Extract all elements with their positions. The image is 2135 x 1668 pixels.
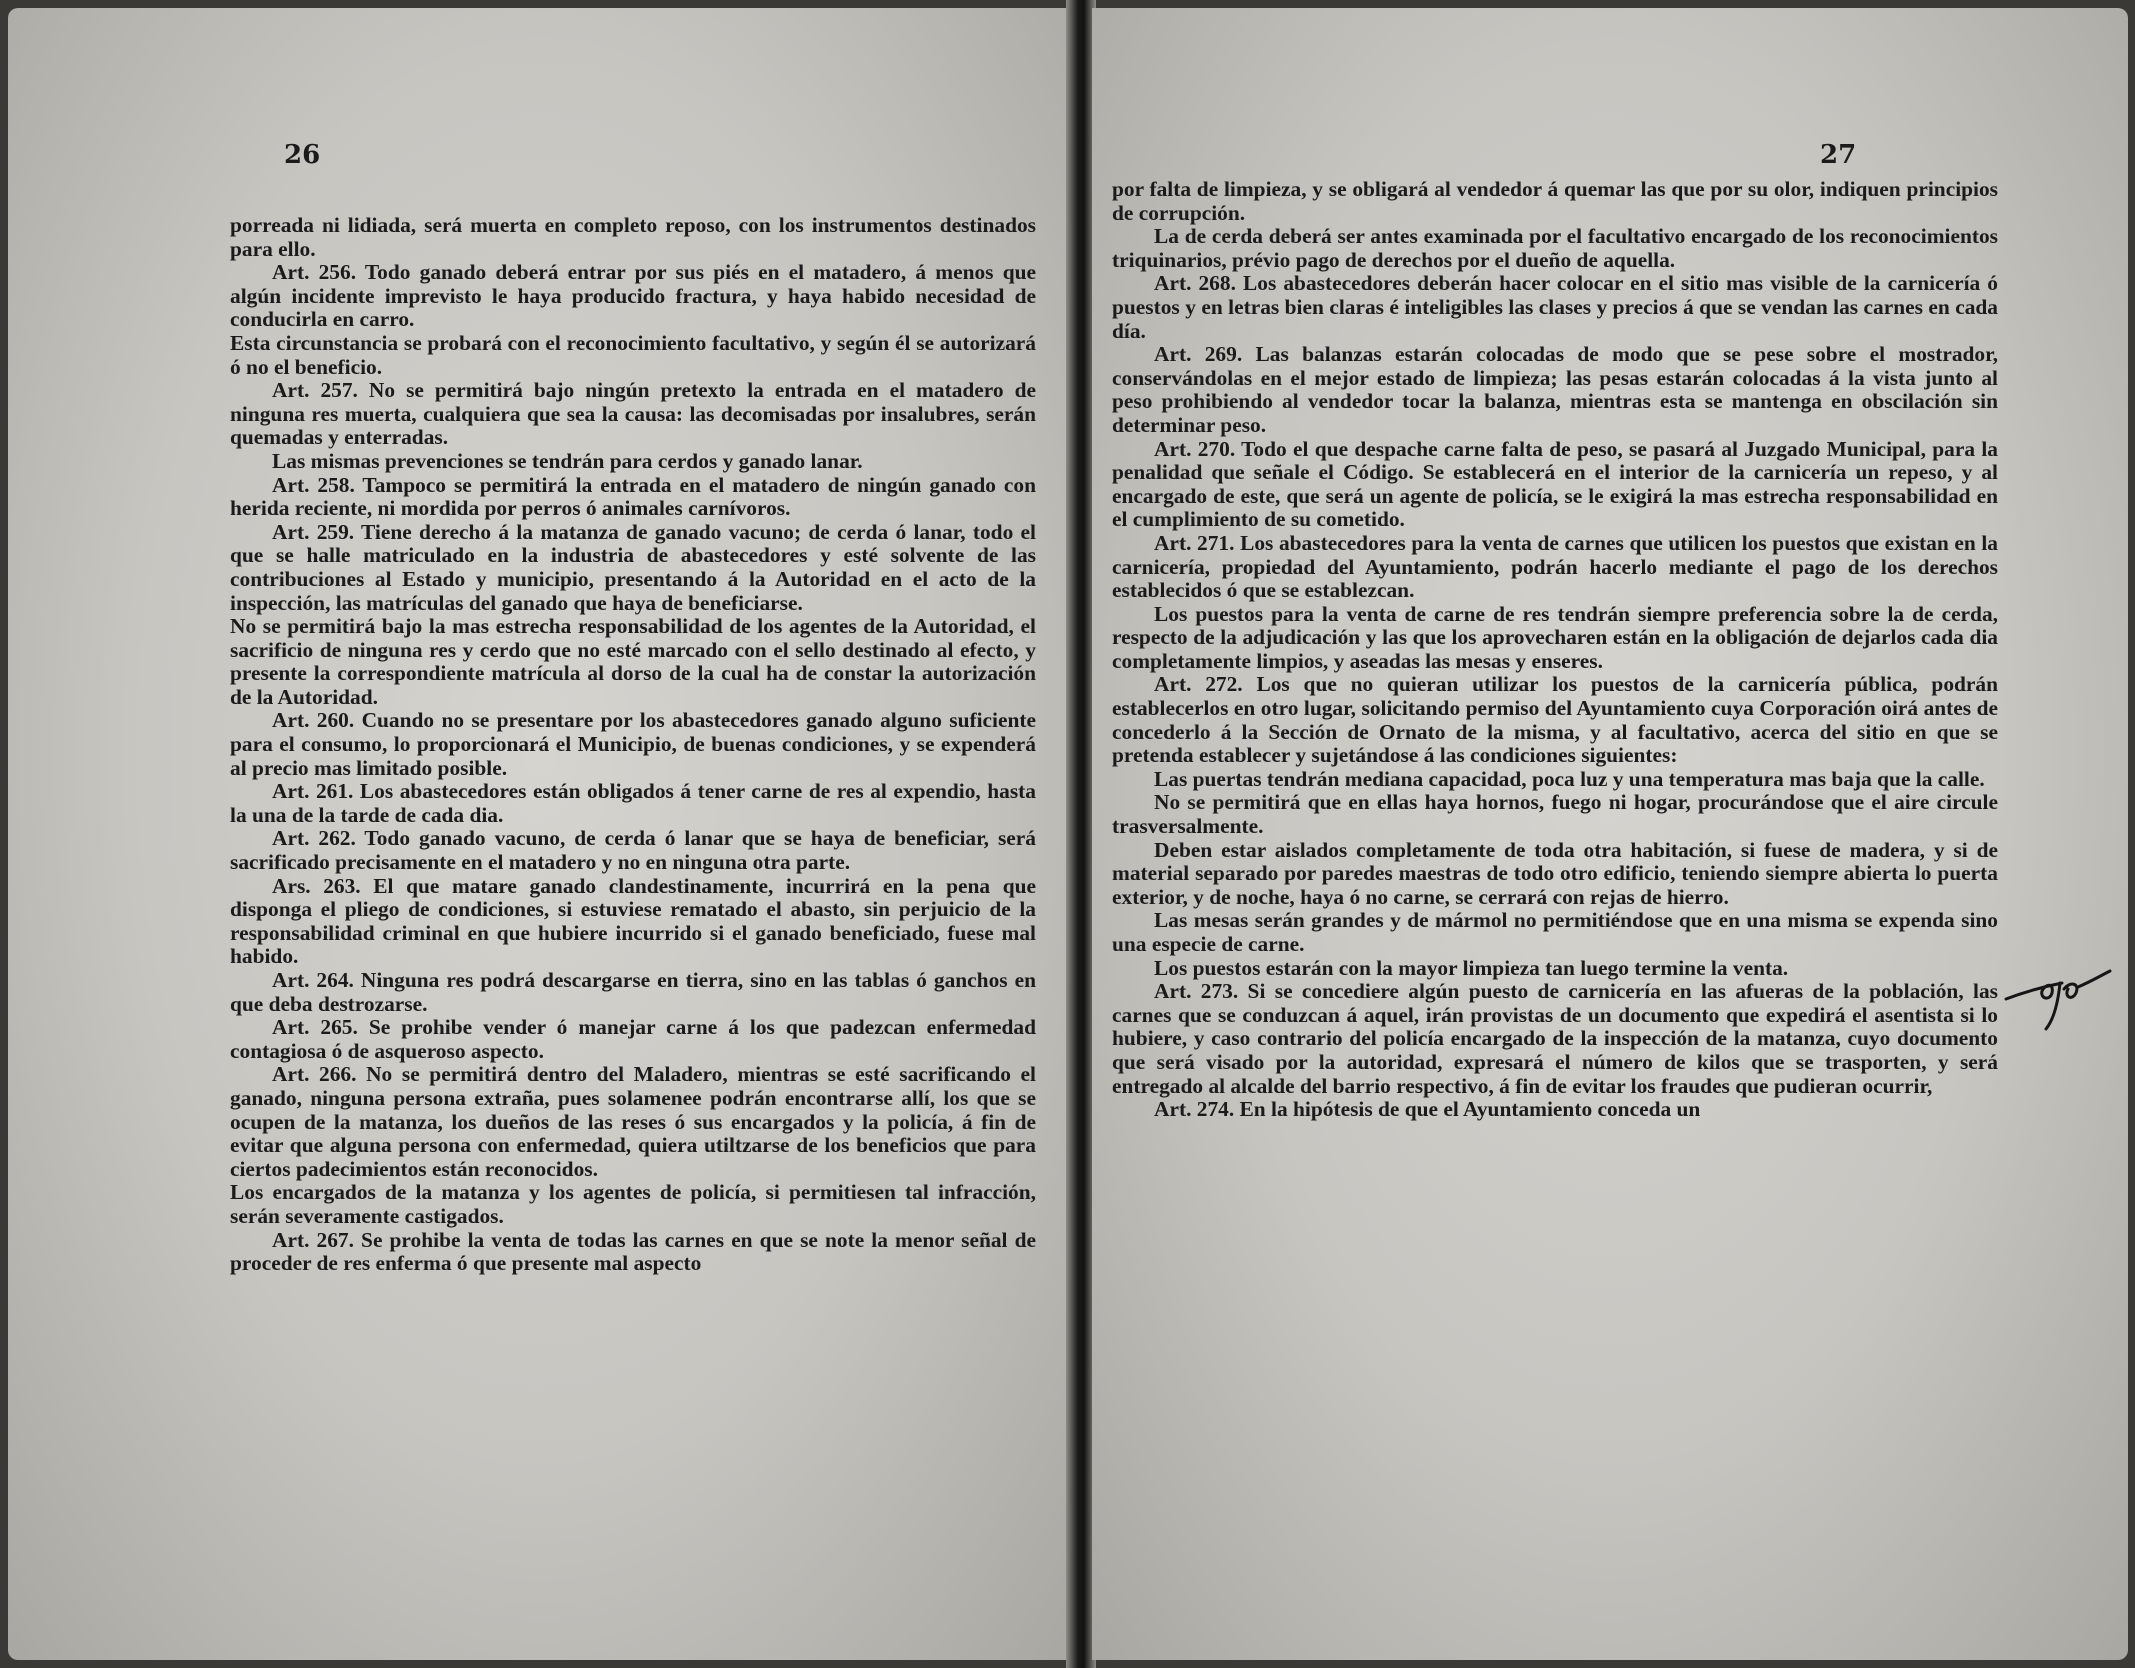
paragraph: No se permitirá que en ellas haya hornos, fuego ni hogar, procurándose que el aire circule trasversalmente. (1112, 790, 1998, 839)
paragraph: Art. 269. Las balanzas estarán colocadas de modo que se pese sobre el mostrador, conservándolas en el mejor estado de limpieza; las pesas estarán colocadas á la vista junto al peso prohibiendo al vendedor tocar la balanza, mientras esta se mantenga en obscilación sin determinar peso. (1112, 342, 1998, 437)
paragraph: Art. 271. Los abastecedores para la venta de carnes que utilicen los puestos que existan en la carnicería, propiedad del Ayuntamiento, podrán hacerlo mediante el pago de los derechos establecidos ó que se establezcan. (1112, 530, 1998, 603)
paragraph: Los encargados de la matanza y los agentes de policía, si permitiesen tal infracción, serán severamente castigados. (230, 1180, 1036, 1228)
page-number-right: 27 (1820, 140, 1857, 170)
paragraph: Los puestos estarán con la mayor limpieza tan luego termine la venta. (1154, 955, 1789, 980)
paragraph: Art. 266. No se permitirá dentro del Maladero, mientras se esté sacrificando el ganado, ninguna persona extraña, pues solamenee podrán encontrarse allí, los que se ocupen de la matanza, los dueños de las reses ó sus encargados y la policía, á fin de evitar que alguna persona con enfermedad, quiera utiltzarse de los beneficios que para ciertos padecimientos están reconocidos. (230, 1062, 1036, 1181)
paragraph: No se permitirá bajo la mas estrecha responsabilidad de los agentes de la Autoridad, el sacrificio de ninguna res y cerdo que no esté marcado con el sello destinado al efecto, y presente la correspondiente matrícula al dorso de la cual ha de constar la autorización de la Autoridad. (230, 614, 1036, 709)
paragraph: Art. 268. Los abastecedores deberán hacer colocar en el sitio mas visible de la carnicería ó puestos y en letras bien claras é inteligibles las clases y precios á que se vendan las carnes en cada día. (1112, 271, 1998, 343)
page-number-left: 26 (284, 140, 321, 170)
handwritten-signature-mark-icon (2002, 953, 2112, 1033)
paragraph: Las mismas prevenciones se tendrán para cerdos y ganado lanar. (272, 448, 863, 473)
paragraph: Art. 270. Todo el que despache carne falta de peso, se pasará al Juzgado Municipal, para la penalidad que señale el Código. Se establecerá en el interior de la carnicería un repeso, y al encargado de este, que será un agente de policía, se le exigirá la mas estrecha responsabilidad en el cumplimiento de su cometido. (1112, 436, 1998, 532)
right-page (1092, 8, 2128, 1660)
paragraph: Las puertas tendrán mediana capacidad, poca luz y una temperatura mas baja que la calle. (1154, 766, 1985, 791)
paragraph: Art. 261. Los abastecedores están obligados á tener carne de res al expendio, hasta la una de la tarde de cada dia. (230, 779, 1036, 827)
left-text-block (230, 214, 1036, 1276)
paragraph: Art. 273. Si se concediere algún puesto de carnicería en las afueras de la población, las carnes que se conduzcan á aquel, irán provistas de un documento que expedirá el asentista si lo hubiere, y caso contrario del policía encargado de la inspección de la matanza, cuyo documento que será visado por la autoridad, expresará el número de kilos que se trasporten, y será entregado al alcalde del barrio respectivo, á fin de evitar los fraudes que pudieran ocurrir, (1112, 979, 1998, 1098)
right-text-block (1112, 178, 1998, 1122)
paragraph: Art. 258. Tampoco se permitirá la entrada en el matadero de ningún ganado con herida reciente, ni mordida por perros ó animales carnívoros. (230, 472, 1036, 521)
paragraph: Art. 265. Se prohibe vender ó manejar carne á los que padezcan enfermedad contagiosa ó de asqueroso aspecto. (230, 1015, 1036, 1063)
paragraph: por falta de limpieza, y se obligará al vendedor á quemar las que por su olor, indiquen principios de corrupción. (1112, 177, 1998, 225)
paragraph: La de cerda deberá ser antes examinada por el facultativo encargado de los reconocimientos triquinarios, prévio pago de derechos por el dueño de aquella. (1112, 224, 1998, 272)
paragraph: Deben estar aislados completamente de toda otra habitación, si fuese de madera, y si de material separado por paredes maestras de todo otro edificio, teniendo siempre abierta lo puerta exterior, y de noche, haya ó no carne, se cerrará con rejas de hierro. (1112, 837, 1998, 909)
paragraph: Art. 272. Los que no quieran utilizar los puestos de la carnicería pública, podrán establecerlos en otro lugar, solicitando permiso del Ayuntamiento cuya Corporación oirá antes de concederlo á la Sección de Ornato de la misma, y al facultativo, acerca del sitio en que se pretenda establecer y sujetándose á las condiciones siguientes: (1112, 672, 1998, 768)
paragraph: Los puestos para la venta de carne de res tendrán siempre preferencia sobre la de cerda, respecto de la adjudicación y las que los aprovecharen están en la obligación de dejarlos cada dia completamente limpios, y aseadas las mesas y enseres. (1112, 601, 1998, 673)
paragraph: Art. 256. Todo ganado deberá entrar por sus piés en el matadero, á menos que algún incidente imprevisto le haya producido fractura, y haya habido necesidad de conducirla en carro. (230, 260, 1036, 332)
left-page (8, 8, 1070, 1660)
paragraph: Art. 262. Todo ganado vacuno, de cerda ó lanar que se haya de beneficiar, será sacrificado precisamente en el matadero y no en ninguna otra parte. (230, 826, 1036, 875)
paragraph: Art. 274. En la hipótesis de que el Ayuntamiento conceda un (1154, 1097, 1701, 1122)
paragraph: Art. 259. Tiene derecho á la matanza de ganado vacuno; de cerda ó lanar, todo el que se halle matriculado en la industria de abastecedores y esté solvente de las contribuciones al Estado y municipio, presentando á la Autoridad en el acto de la inspección, las matrículas del ganado que haya de beneficiarse. (230, 519, 1036, 615)
paragraph: Esta circunstancia se probará con el reconocimiento facultativo, y según él se autorizará ó no el beneficio. (230, 330, 1036, 379)
paragraph: Ars. 263. El que matare ganado clandestinamente, incurrirá en la pena que disponga el pliego de condiciones, si estuviese rematado el abasto, sin perjuicio de la responsabilidad criminal en que hubiere incurrido si el ganado beneficiado, fuese mal habido. (230, 873, 1036, 969)
paragraph: Art. 257. No se permitirá bajo ningún pretexto la entrada en el matadero de ninguna res muerta, cualquiera que sea la causa: las decomisadas por insalubres, serán quemadas y enterradas. (230, 378, 1036, 450)
paragraph: Las mesas serán grandes y de mármol no permitiéndose que en una misma se expenda sino una especie de carne. (1112, 908, 1998, 956)
paragraph: porreada ni lidiada, será muerta en completo reposo, con los instrumentos destinados para ello. (230, 213, 1036, 261)
paragraph: Art. 267. Se prohibe la venta de todas las carnes en que se note la menor señal de proceder de res enferma ó que presente mal aspecto (230, 1227, 1036, 1276)
paragraph: Art. 260. Cuando no se presentare por los abastecedores ganado alguno suficiente para el consumo, lo proporcionará el Municipio, de buenas condiciones, y se expenderá al precio mas limitado posible. (230, 708, 1036, 780)
paragraph: Art. 264. Ninguna res podrá descargarse en tierra, sino en las tablas ó ganchos en que deba destrozarse. (230, 968, 1036, 1016)
